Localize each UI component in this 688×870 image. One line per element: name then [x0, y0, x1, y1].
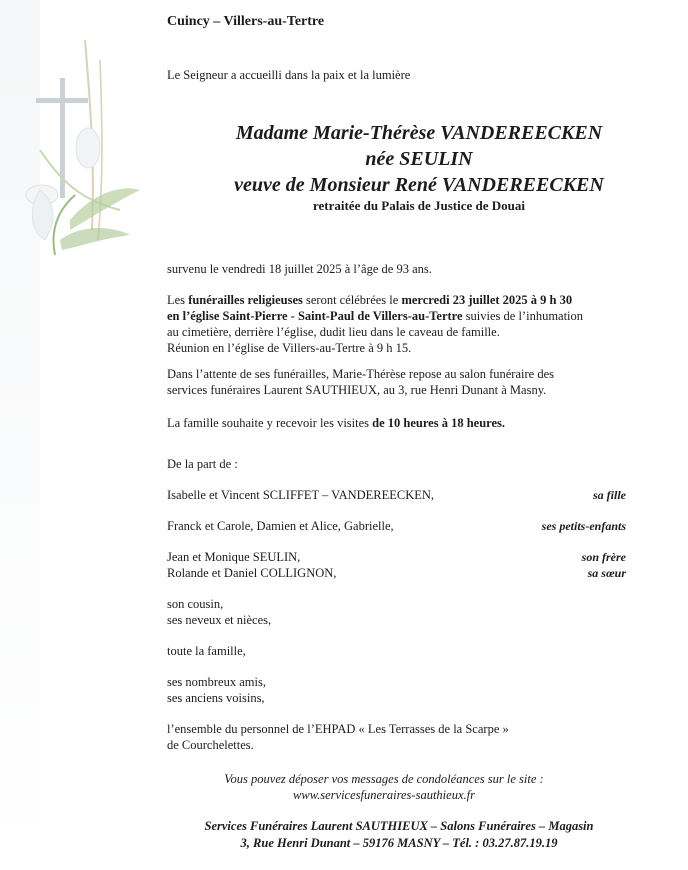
- condolences-website-link[interactable]: www.servicesfuneraires-sauthieux.fr: [293, 788, 475, 802]
- others-family: toute la famille,: [167, 644, 246, 658]
- visits-paragraph: [167, 415, 627, 431]
- visits-hours: de 10 heures à 18 heures.: [372, 416, 506, 430]
- visits-text: La famille souhaite y recevoir les visites: [167, 416, 373, 430]
- others-staff: l’ensemble du personnel de l’EHPAD « Les Terrasses de la Scarpe »: [167, 722, 509, 736]
- footer-address-phone: 3, Rue Henri Dunant – 59176 MASNY – Tél. : 03.27.87.19.19: [240, 836, 558, 850]
- widow-of: veuve de Monsieur René VANDEREECKEN: [234, 174, 604, 196]
- maiden-name: née SEULIN: [365, 148, 473, 170]
- footer-company: Services Funéraires Laurent SAUTHIEUX – Salons Funéraires – Magasin: [204, 819, 594, 833]
- meeting-text: Réunion en l’église de Villers-au-Tertre à 9 h 15.: [167, 341, 412, 355]
- waiting-line: Dans l’attente de ses funérailles, Marie-Thérèse repose au salon funéraire des: [167, 367, 554, 381]
- family-member-name: Franck et Carole, Damien et Alice, Gabrielle,: [167, 519, 394, 533]
- others-friends: ses nombreux amis,: [167, 675, 266, 689]
- funeral-date: mercredi 23 juillet 2025 à 9 h 30: [401, 293, 573, 307]
- others-staff-location: de Courchelettes.: [167, 738, 254, 752]
- deceased-name: Madame Marie-Thérèse VANDEREECKEN: [235, 122, 603, 144]
- family-member-name: Isabelle et Vincent SCLIFFET – VANDEREECKEN,: [167, 488, 435, 502]
- funeral-text: seront célébrées le: [302, 293, 402, 307]
- funeral-paragraph: [167, 292, 627, 356]
- intro-text: Le Seigneur a accueilli dans la paix et la lumière: [167, 68, 411, 82]
- funeral-text: suivies de l’inhumation: [462, 309, 584, 323]
- others-cousin: son cousin,: [167, 597, 224, 611]
- funeral-type: funérailles religieuses: [188, 293, 303, 307]
- funeral-church: en l’église Saint-Pierre - Saint-Paul de Villers-au-Tertre: [167, 309, 463, 323]
- family-relation: son frère: [581, 550, 626, 564]
- from-label: De la part de :: [167, 457, 238, 471]
- family-member-name: Rolande et Daniel COLLIGNON,: [167, 566, 337, 580]
- family-relation: sa sœur: [587, 566, 626, 580]
- others-neighbors: ses anciens voisins,: [167, 691, 265, 705]
- family-relation: ses petits-enfants: [541, 519, 626, 533]
- family-relation: sa fille: [593, 488, 626, 502]
- profession: retraitée du Palais de Justice de Douai: [312, 198, 526, 213]
- funeral-text: Les: [167, 293, 189, 307]
- family-member-name: Jean et Monique SEULIN,: [167, 550, 301, 564]
- waiting-paragraph: [167, 366, 627, 398]
- waiting-line: services funéraires Laurent SAUTHIEUX, au 3, rue Henri Dunant à Masny.: [167, 383, 547, 397]
- condolences-text: Vous pouvez déposer vos messages de condoléances sur le site :: [224, 772, 544, 786]
- funeral-services-footer: [0, 818, 688, 852]
- burial-text: au cimetière, derrière l’église, dudit lieu dans le caveau de famille.: [167, 325, 500, 339]
- others-nephews: ses neveux et nièces,: [167, 613, 272, 627]
- deceased-name-block: [0, 120, 688, 214]
- death-notice: survenu le vendredi 18 juillet 2025 à l’âge de 93 ans.: [167, 262, 432, 276]
- page-header-location: Cuincy – Villers-au-Tertre: [167, 14, 325, 29]
- condolences-block: [0, 771, 688, 803]
